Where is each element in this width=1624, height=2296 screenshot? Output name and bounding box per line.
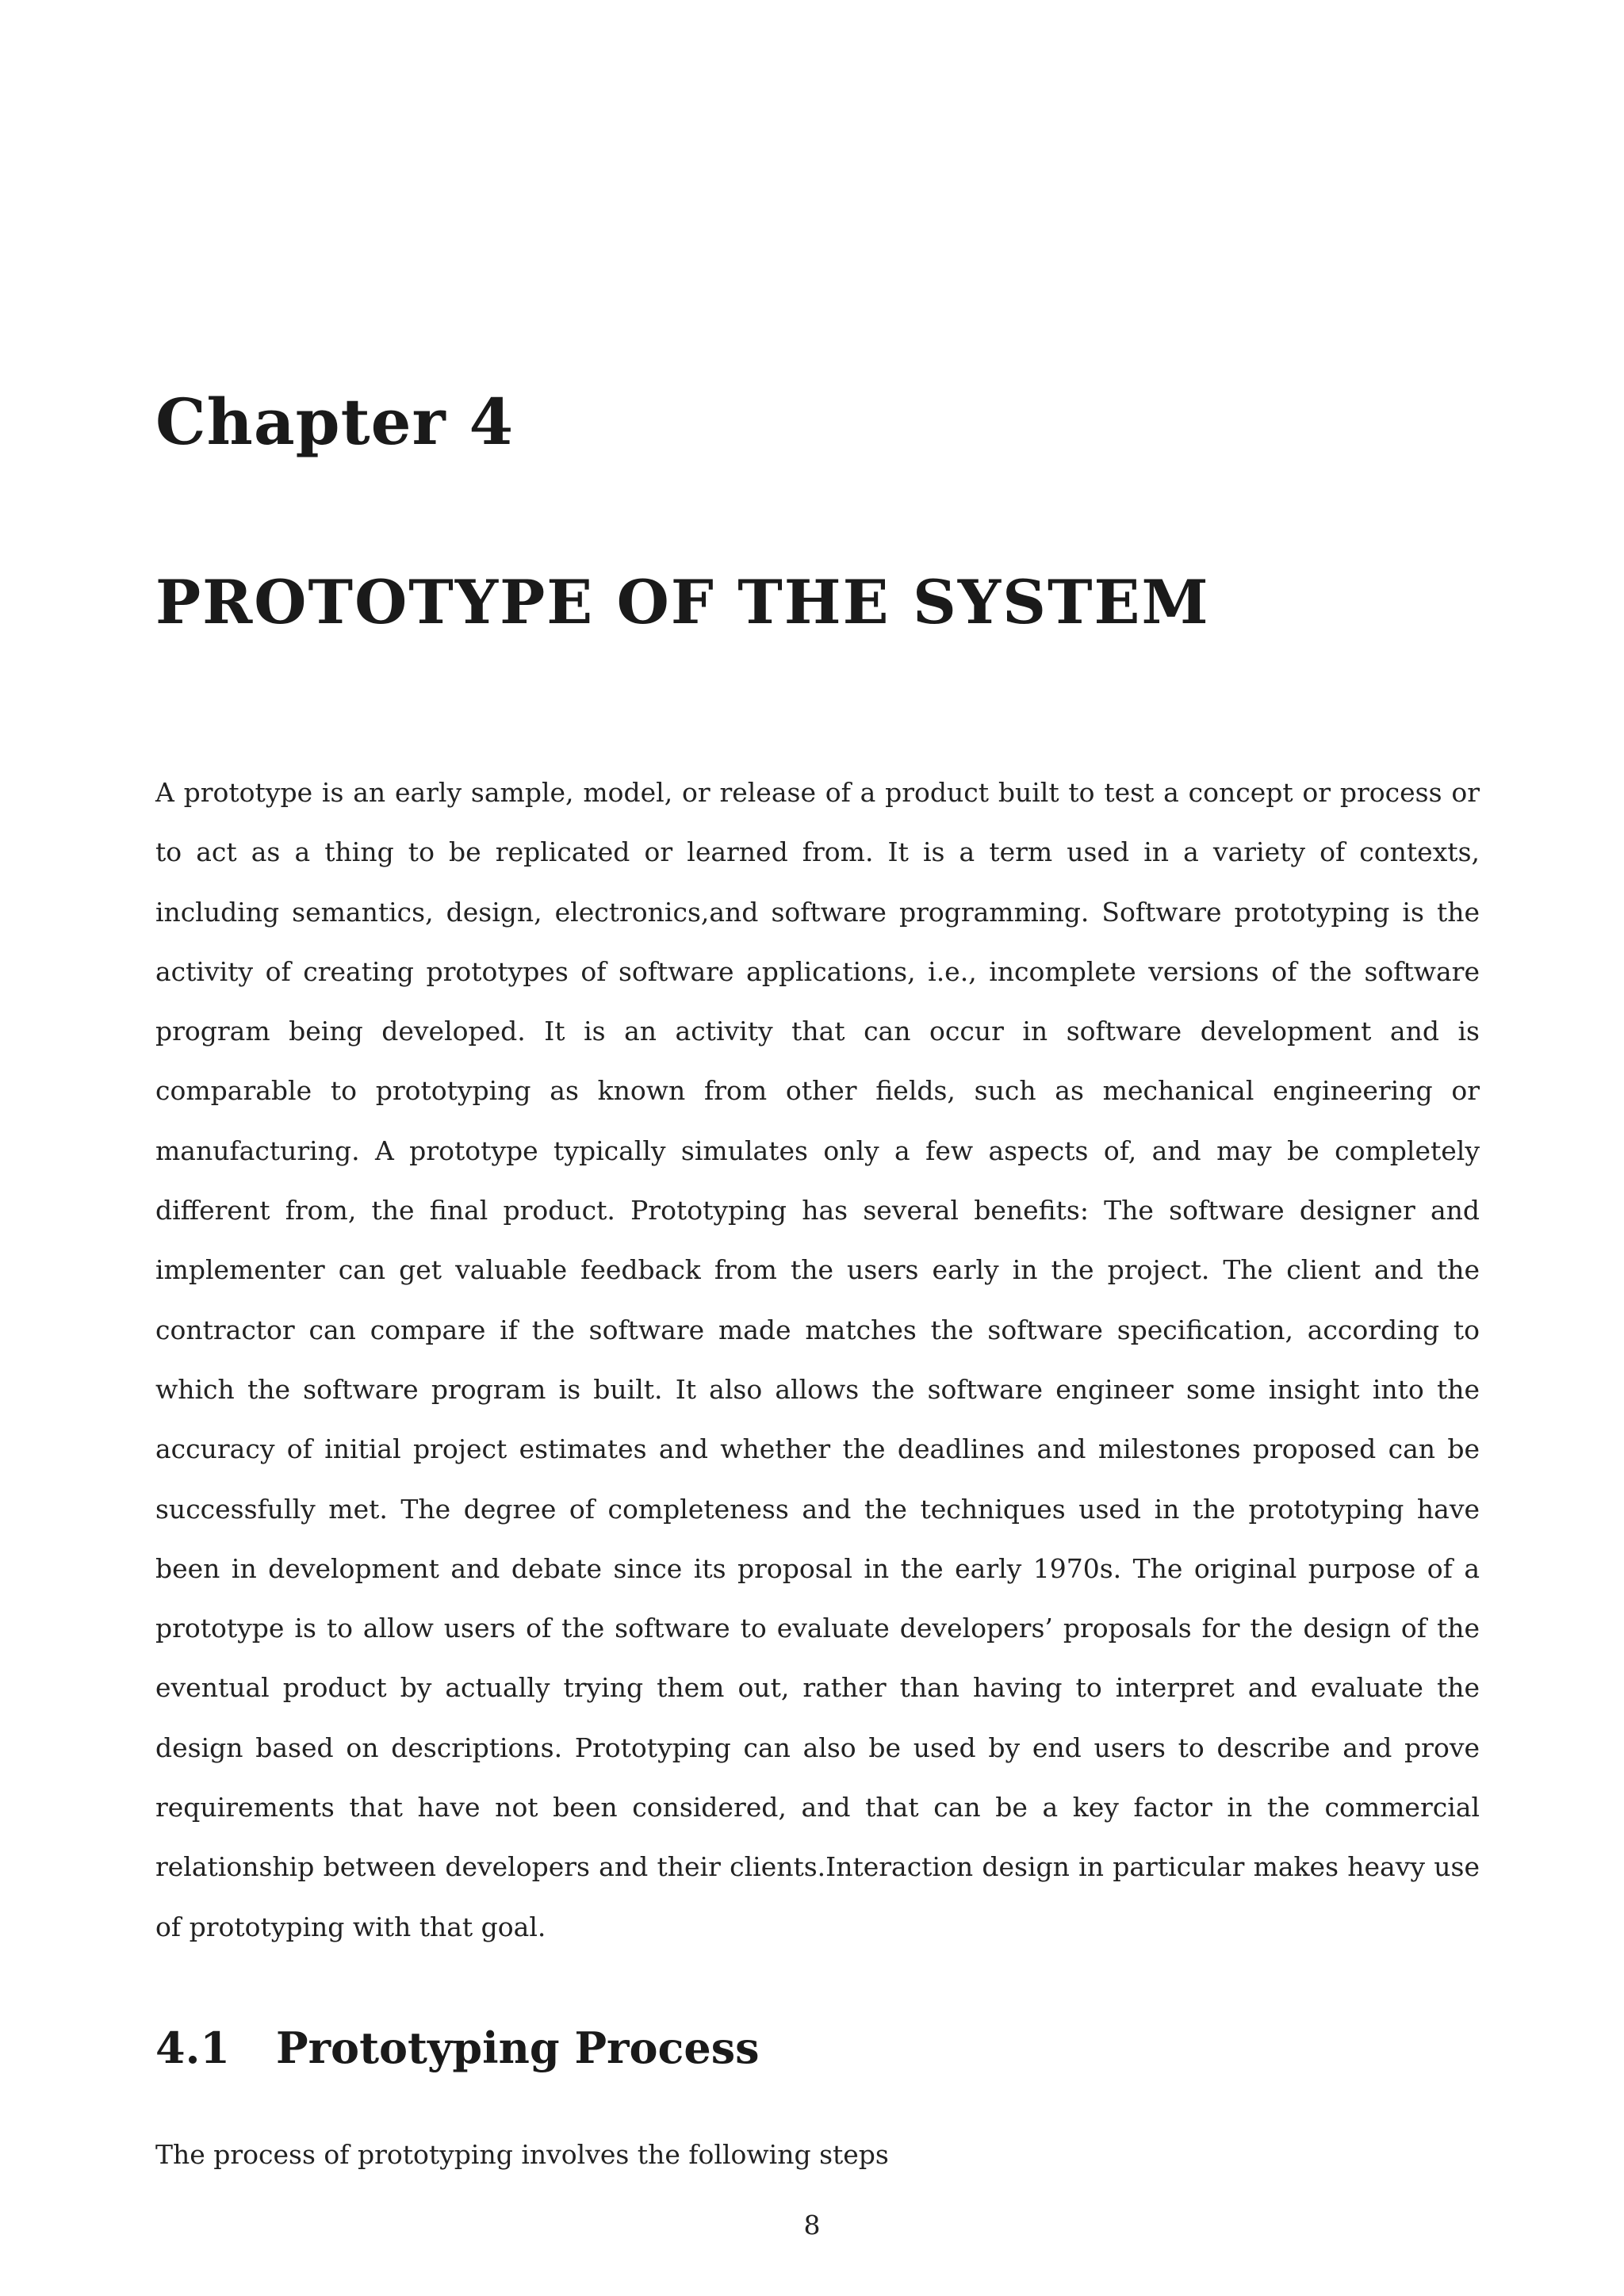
section-title: Prototyping Process (276, 2022, 760, 2073)
intro-paragraph: A prototype is an early sample, model, or release of a product built to test a concept or process or to act as a thing to be replicated or learned from. It is a term used in a variety of contexts, including semantics, design, electronics,and software programming. Software prototyping is the activity of creating prototypes of software applications, i.e., incomplete versions of the software program being developed. It is an activity that can occur in software development and is comparable to prototyping as known from other fields, such as mechanical engineering or manufacturing. A prototype typically simulates only a few aspects of, and may be completely different from, the final product. Prototyping has several benefits: The software designer and implementer can get valuable feedback from the users early in the project. The client and the contractor can compare if the software made matches the software specification, according to which the software program is built. It also allows the software engineer some insight into the accuracy of initial project estimates and whether the deadlines and milestones proposed can be successfully met. The degree of completeness and the techniques used in the prototyping have been in development and debate since its proposal in the early 1970s. The original purpose of a prototype is to allow users of the software to evaluate developers’ proposals for the design of the eventual product by actually trying them out, rather than having to interpret and evaluate the design based on descriptions. Prototyping can also be used by end users to describe and prove requirements that have not been considered, and that can be a key factor in the commercial relationship between developers and their clients.Interaction design in particular makes heavy use of prototyping with that goal. (155, 777, 1480, 1942)
section-heading (155, 2022, 760, 2073)
chapter-title: PROTOTYPE OF THE SYSTEM (155, 567, 1210, 637)
chapter-label: Chapter 4 (155, 385, 515, 459)
page-number: 8 (803, 2210, 821, 2241)
section-paragraph: The process of prototyping involves the following steps (155, 2139, 889, 2170)
section-number: 4.1 (155, 2022, 230, 2073)
